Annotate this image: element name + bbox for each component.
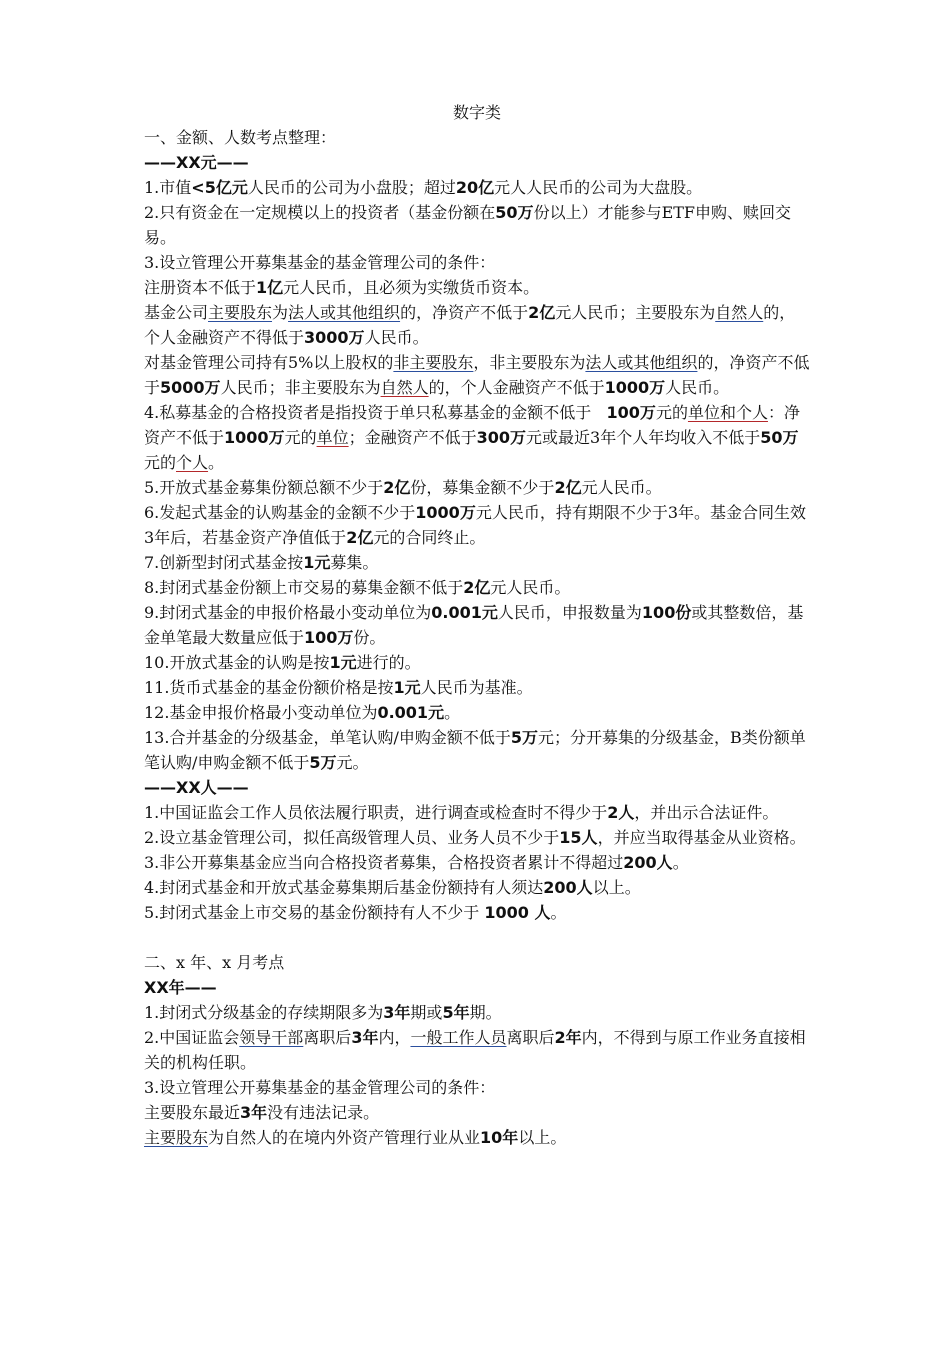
list-item: 主要股东最近3年没有违法记录。 xyxy=(144,1103,380,1122)
list-item: 1.中国证监会工作人员依法履行职责，进行调查或检查时不得少于2人，并出示合法证件。 xyxy=(144,803,779,822)
list-item: 9.封闭式基金的申报价格最小变动单位为0.001元人民币，申报数量为100份或其整数倍，基金单笔最大数量应低于100万份。 xyxy=(144,603,804,647)
blank-line xyxy=(144,925,810,950)
list-item: 5.开放式基金募集份额总额不少于2亿份，募集金额不少于2亿元人民币。 xyxy=(144,478,662,497)
list-item: 3.设立管理公开募集基金的基金管理公司的条件： xyxy=(144,1078,496,1097)
list-item: 注册资本不低于1亿元人民币，且必须为实缴货币资本。 xyxy=(144,278,540,297)
section-2-heading: 二、x 年、x 月考点 xyxy=(144,953,285,972)
list-item: 2.设立基金管理公司，拟任高级管理人员、业务人员不少于15人，并应当取得基金从业资格。 xyxy=(144,828,806,847)
list-item: 10.开放式基金的认购是按1元进行的。 xyxy=(144,653,421,672)
list-item: 3.设立管理公开募集基金的基金管理公司的条件： xyxy=(144,253,496,272)
section-1-heading: 一、金额、人数考点整理： xyxy=(144,128,337,147)
list-item: 主要股东为自然人的在境内外资产管理行业从业10年以上。 xyxy=(144,1128,567,1147)
list-item: 2.只有资金在一定规模以上的投资者（基金份额在50万份以上）才能参与ETF申购、赎回交易。 xyxy=(144,203,792,247)
list-item: 4.私募基金的合格投资者是指投资于单只私募基金的金额不低于 100万元的单位和个人：净资产不低于1000万元的单位；金融资产不低于300万元或最近3年个人年均收入不低于50万元的个人。 xyxy=(144,403,800,472)
money-list xyxy=(144,175,810,775)
year-list xyxy=(144,1000,810,1150)
list-item: 对基金管理公司持有5%以上股权的非主要股东，非主要股东为法人或其他组织的，净资产不低于5000万人民币；非主要股东为自然人的，个人金融资产不低于1000万人民币。 xyxy=(144,353,810,397)
list-item: 6.发起式基金的认购基金的金额不少于1000万元人民币，持有期限不少于3年。基金合同生效3年后，若基金资产净值低于2亿元的合同终止。 xyxy=(144,503,807,547)
year-subheading: XX年—— xyxy=(144,978,217,997)
document-title: 数字类 xyxy=(452,103,501,122)
list-item: 1.市值<5亿元人民币的公司为小盘股；超过20亿元人人民币的公司为大盘股。 xyxy=(144,178,703,197)
list-item: 13.合并基金的分级基金，单笔认购/申购金额不低于5万元；分开募集的分级基金，B类份额单笔认购/申购金额不低于5万元。 xyxy=(144,728,806,772)
document-body xyxy=(144,100,810,1150)
list-item: 7.创新型封闭式基金按1元募集。 xyxy=(144,553,379,572)
list-item: 5.封闭式基金上市交易的基金份额持有人不少于 1000 人。 xyxy=(144,903,567,922)
list-item: 基金公司主要股东为法人或其他组织的，净资产不低于2亿元人民币；主要股东为自然人的，个人金融资产不得低于3000万人民币。 xyxy=(144,303,796,347)
list-item: 12.基金申报价格最小变动单位为0.001元。 xyxy=(144,703,461,722)
people-list xyxy=(144,800,810,925)
list-item: 1.封闭式分级基金的存续期限多为3年期或5年期。 xyxy=(144,1003,502,1022)
money-subheading: ——XX元—— xyxy=(144,153,249,172)
list-item: 8.封闭式基金份额上市交易的募集金额不低于2亿元人民币。 xyxy=(144,578,571,597)
list-item: 2.中国证监会领导干部离职后3年内，一般工作人员离职后2年内，不得到与原工作业务直接相关的机构任职。 xyxy=(144,1028,806,1072)
list-item: 4.封闭式基金和开放式基金募集期后基金份额持有人须达200人以上。 xyxy=(144,878,641,897)
people-subheading: ——XX人—— xyxy=(144,778,249,797)
list-item: 11.货币式基金的基金份额价格是按1元人民币为基准。 xyxy=(144,678,533,697)
list-item: 3.非公开募集基金应当向合格投资者募集，合格投资者累计不得超过200人。 xyxy=(144,853,689,872)
